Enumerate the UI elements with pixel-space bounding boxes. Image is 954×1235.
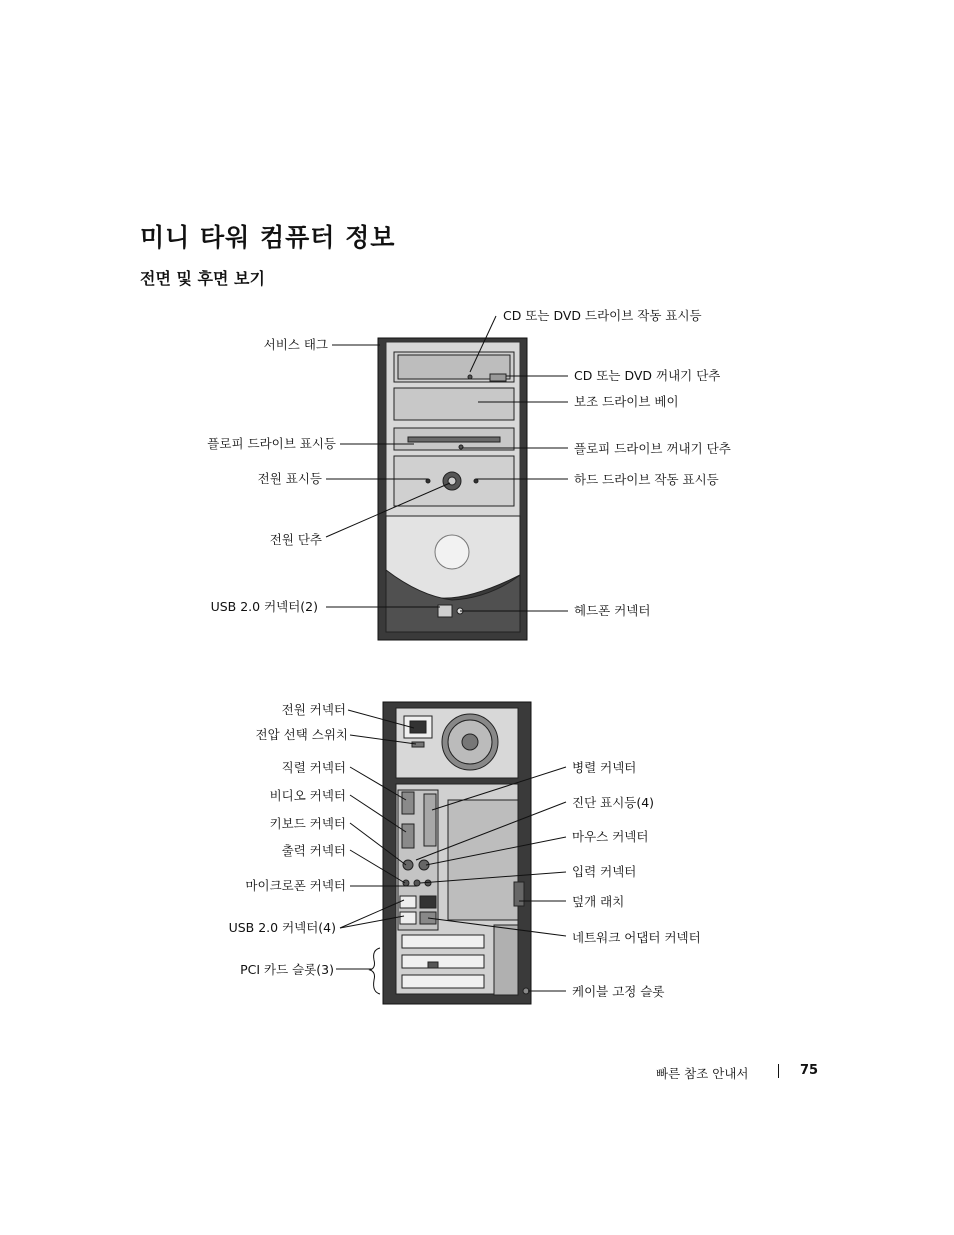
label-floppy-light: 플로피 드라이브 표시등 [207,436,336,451]
page-title: 미니 타워 컴퓨터 정보 [140,223,396,252]
label-hdd-activity-light: 하드 드라이브 작동 표시등 [574,472,719,487]
label-line-in-connector: 입력 커넥터 [572,864,637,879]
label-usb-back: USB 2.0 커넥터(4) [228,920,336,935]
label-serial-connector: 직렬 커넥터 [281,760,346,775]
label-microphone-connector: 마이크로폰 커넥터 [245,878,346,893]
label-line-out-connector: 출력 커넥터 [281,843,346,858]
label-power-light: 전원 표시등 [257,471,322,486]
label-usb-front: USB 2.0 커넥터(2) [210,599,318,614]
footer-text: 빠른 참조 안내서 [656,1066,749,1081]
label-power-button: 전원 단추 [269,532,322,547]
footer-separator [778,1064,779,1078]
label-cable-slot: 케이블 고정 슬롯 [572,984,665,999]
label-video-connector: 비디오 커넥터 [269,788,346,803]
page-number: 75 [800,1063,819,1078]
label-voltage-switch: 전압 선택 스위치 [255,727,348,742]
label-cd-activity-light: CD 또는 DVD 드라이브 작동 표시등 [503,308,702,323]
section-subtitle: 전면 및 후면 보기 [140,269,265,288]
label-mouse-connector: 마우스 커넥터 [572,829,649,844]
label-diagnostic-lights: 진단 표시등(4) [572,795,655,810]
label-pci-slots: PCI 카드 슬롯(3) [240,962,334,977]
back-view-drawing [383,702,531,1004]
label-keyboard-connector: 키보드 커넥터 [269,816,346,831]
label-network-connector: 네트워크 어댑터 커넥터 [572,930,701,945]
label-cover-latch: 덮개 래치 [572,894,625,909]
label-floppy-eject-button: 플로피 드라이브 꺼내기 단추 [574,441,731,456]
label-cd-eject-button: CD 또는 DVD 꺼내기 단추 [574,368,721,383]
label-aux-drive-bay: 보조 드라이브 베이 [574,394,679,409]
label-service-tag: 서비스 태그 [263,337,328,352]
label-parallel-connector: 병렬 커넥터 [572,760,637,775]
label-power-connector: 전원 커넥터 [281,702,346,717]
front-view-drawing [378,338,527,640]
label-headphone-connector: 헤드폰 커넥터 [574,603,651,618]
